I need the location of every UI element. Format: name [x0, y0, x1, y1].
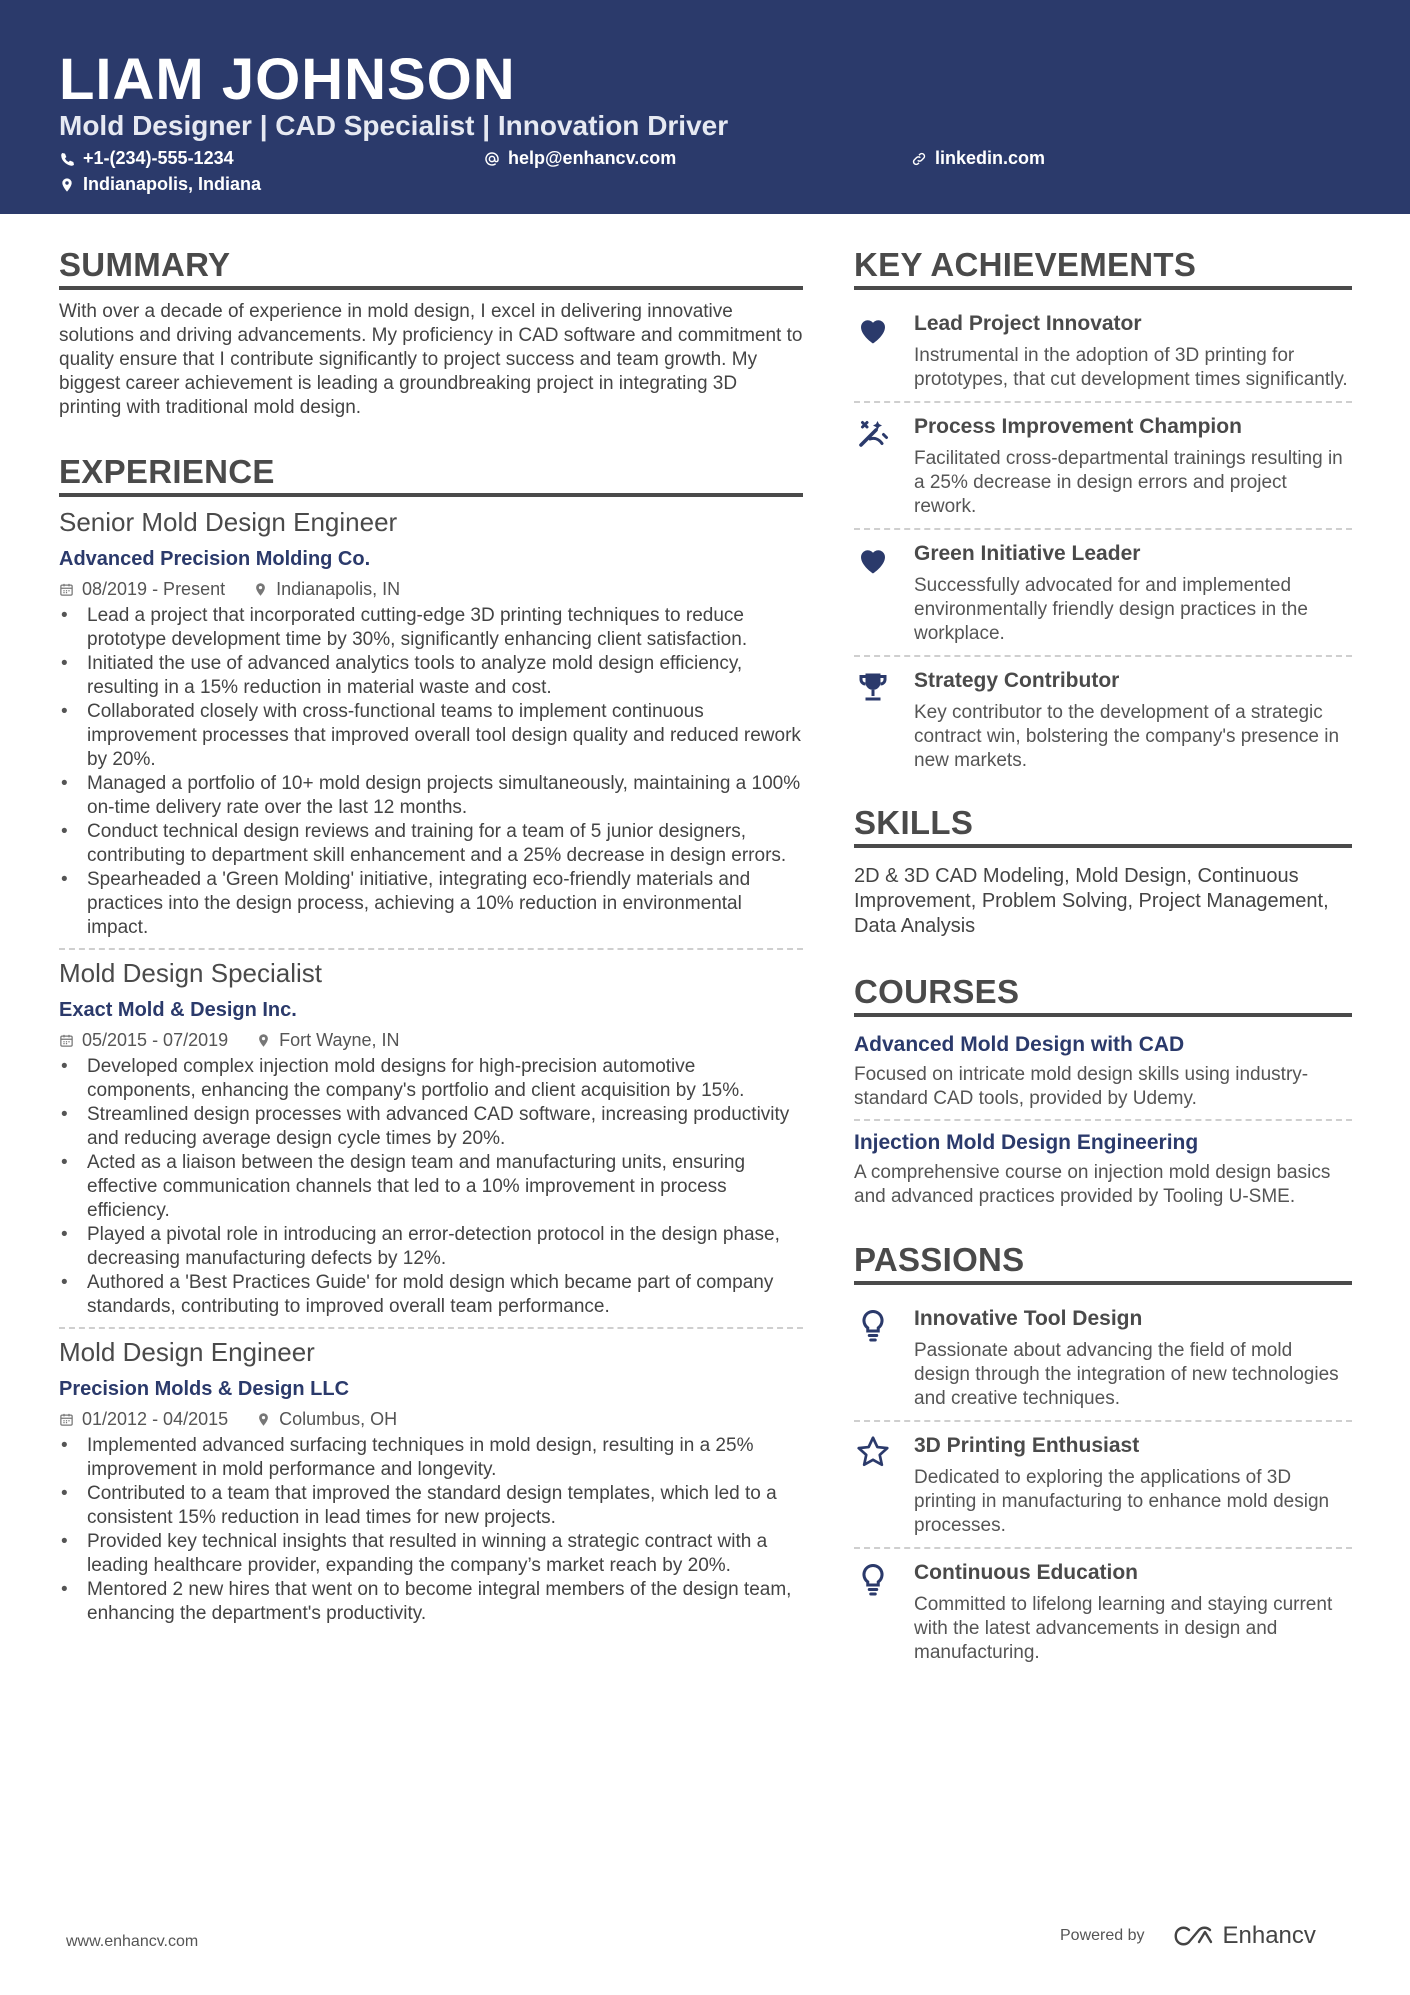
- heart-icon: [855, 312, 891, 348]
- location-pin-icon: [256, 1412, 271, 1427]
- job-bullet: • Spearheaded a 'Green Molding' initiative, integrating eco-friendly materials and practices into the design process, achieving a 10% reduction in environmental impact.: [59, 868, 803, 940]
- courses-list: [854, 1027, 1352, 1217]
- passions-list: [854, 1295, 1352, 1674]
- phone-text: +1-(234)-555-1234: [83, 148, 234, 168]
- job-dates: 08/2019 - Present: [82, 579, 226, 599]
- job-entry: [59, 958, 803, 1319]
- passion-desc: Dedicated to exploring the applications of 3D printing in manufacturing to enhance mold design processes.: [914, 1467, 1330, 1536]
- job-bullet: • Mentored 2 new hires that went on to become integral members of the design team, enhancing the department's productivity.: [59, 1578, 803, 1626]
- summary-text: With over a decade of experience in mold design, I excel in delivering innovative solutions and driving advancements. My proficiency in CAD software and commitment to quality ensure that I contribute significantly to project success and team growth. My biggest career achievement is leading a groundbreaking project in integrating 3D printing with traditional mold design.: [59, 301, 803, 418]
- enhancv-logo-icon: [1171, 1923, 1217, 1949]
- achievement-desc: Instrumental in the adoption of 3D printing for prototypes, that cut development times significantly.: [914, 345, 1348, 390]
- job-bullet: • Conduct technical design reviews and training for a team of 5 junior designers, contributing to department skill enhancement and a 25% decrease in design errors.: [59, 820, 803, 868]
- divider: [59, 1327, 803, 1329]
- job-role: Senior Mold Design Engineer: [59, 507, 398, 537]
- job-bullet: • Streamlined design processes with advanced CAD software, increasing productivity and reducing average design cycle times by 20%.: [59, 1103, 803, 1151]
- job-location: Fort Wayne, IN: [279, 1030, 400, 1050]
- job-bullet: • Provided key technical insights that resulted in winning a strategic contract with a leading healthcare provider, expanding the company’s market reach by 20%.: [59, 1530, 803, 1578]
- job-bullet: • Developed complex injection mold designs for high-precision automotive components, enhancing the company's portfolio and client acquisition by 15%.: [59, 1055, 803, 1103]
- wand-icon: [855, 415, 891, 451]
- job-location: Indianapolis, IN: [276, 579, 401, 599]
- job-bullet: • Authored a 'Best Practices Guide' for mold design which became part of company standards, contributing to improved overall team performance.: [59, 1271, 803, 1319]
- achievement-title: Lead Project Innovator: [914, 312, 1142, 335]
- job-entry: [59, 1337, 803, 1626]
- achievement-title: Green Initiative Leader: [914, 542, 1141, 565]
- job-bullet: • Lead a project that incorporated cutting-edge 3D printing techniques to reduce prototype development time by 30%, significantly enhancing client satisfaction.: [59, 604, 803, 652]
- job-bullet: • Acted as a liaison between the design team and manufacturing units, ensuring effective communication channels that led to a 10% improvement in process efficiency.: [59, 1151, 803, 1223]
- experience-list: [59, 507, 803, 1626]
- job-dates: 05/2015 - 07/2019: [82, 1030, 229, 1050]
- course-item: [854, 1027, 1352, 1119]
- right-column: [854, 246, 1352, 1674]
- passion-desc: Passionate about advancing the field of mold design through the integration of new technologies and creative techniques.: [914, 1340, 1339, 1409]
- calendar-icon: [59, 1412, 74, 1427]
- course-item: [854, 1119, 1352, 1217]
- heart-icon: [855, 542, 891, 578]
- trophy-icon: [855, 669, 891, 705]
- achievement-item: [854, 655, 1352, 782]
- job-company: Precision Molds & Design LLC: [59, 1378, 350, 1400]
- achievement-desc: Facilitated cross-departmental trainings resulting in a 25% decrease in design errors and project rework.: [914, 448, 1343, 517]
- achievement-item: [854, 528, 1352, 655]
- passion-title: Innovative Tool Design: [914, 1307, 1143, 1330]
- passions-heading: PASSIONS: [854, 1241, 1352, 1285]
- job-bullet: • Managed a portfolio of 10+ mold design projects simultaneously, maintaining a 100% on-time delivery rate over the last 12 months.: [59, 772, 803, 820]
- location-pin-icon: [59, 177, 75, 193]
- phone-icon: [59, 151, 75, 167]
- candidate-name: LIAM JOHNSON: [59, 47, 516, 112]
- course-title: Advanced Mold Design with CAD: [854, 1033, 1185, 1056]
- achievement-title: Process Improvement Champion: [914, 415, 1242, 438]
- job-role: Mold Design Specialist: [59, 958, 323, 988]
- skills-heading: SKILLS: [854, 804, 1352, 848]
- job-bullets: [59, 604, 803, 940]
- job-meta: [59, 579, 803, 600]
- achievement-desc: Key contributor to the development of a strategic contract win, bolstering the company's presence in new markets.: [914, 702, 1340, 771]
- job-entry: [59, 507, 803, 940]
- achievement-item: [854, 401, 1352, 528]
- job-meta: [59, 1409, 803, 1430]
- at-icon: [484, 151, 500, 167]
- enhancv-logo[interactable]: [1171, 1922, 1316, 1950]
- job-bullets: [59, 1434, 803, 1626]
- candidate-headline: Mold Designer | CAD Specialist | Innovation Driver: [59, 110, 729, 141]
- achievement-title: Strategy Contributor: [914, 669, 1120, 692]
- passion-item: [854, 1295, 1352, 1420]
- course-desc: Focused on intricate mold design skills using industry-standard CAD tools, provided by Udemy.: [854, 1064, 1309, 1109]
- job-bullet: • Initiated the use of advanced analytics tools to analyze mold design efficiency, resulting in a 15% reduction in material waste and cost.: [59, 652, 803, 700]
- passion-item: [854, 1547, 1352, 1674]
- contact-linkedin[interactable]: [911, 148, 1045, 169]
- link-icon: [911, 151, 927, 167]
- contact-email[interactable]: [484, 148, 676, 169]
- passion-desc: Committed to lifelong learning and staying current with the latest advancements in design and manufacturing.: [914, 1594, 1333, 1663]
- location-text: Indianapolis, Indiana: [83, 174, 262, 194]
- location-pin-icon: [253, 582, 268, 597]
- job-bullet: • Implemented advanced surfacing techniques in mold design, resulting in a 25% improvement in mold performance and longevity.: [59, 1434, 803, 1482]
- linkedin-link[interactable]: linkedin.com: [935, 148, 1046, 168]
- job-bullet: • Played a pivotal role in introducing an error-detection protocol in the design phase, decreasing manufacturing defects by 12%.: [59, 1223, 803, 1271]
- enhancv-logo-text: Enhancv: [1222, 1922, 1316, 1949]
- calendar-icon: [59, 1033, 74, 1048]
- achievement-desc: Successfully advocated for and implemented environmentally friendly design practices in the workplace.: [914, 575, 1308, 644]
- job-bullet: • Collaborated closely with cross-functional teams to implement continuous improvement processes that improved overall tool design quality and reduced rework by 20%.: [59, 700, 803, 772]
- location-pin-icon: [256, 1033, 271, 1048]
- resume-header: [0, 0, 1410, 214]
- course-title: Injection Mold Design Engineering: [854, 1131, 1199, 1154]
- job-location: Columbus, OH: [279, 1409, 398, 1429]
- lightbulb-icon: [855, 1561, 891, 1597]
- achievements-heading: KEY ACHIEVEMENTS: [854, 246, 1352, 290]
- job-company: Advanced Precision Molding Co.: [59, 548, 371, 570]
- footer-branding: [1060, 1922, 1316, 1950]
- contact-location: [59, 174, 261, 195]
- powered-by-label: Powered by: [1060, 1927, 1145, 1944]
- passion-title: Continuous Education: [914, 1561, 1138, 1584]
- email-link[interactable]: help@enhancv.com: [508, 148, 677, 168]
- job-bullets: [59, 1055, 803, 1319]
- calendar-icon: [59, 582, 74, 597]
- job-bullet: • Contributed to a team that improved the standard design templates, which led to a consistent 15% reduction in lead times for new projects.: [59, 1482, 803, 1530]
- job-meta: [59, 1030, 803, 1051]
- job-company: Exact Mold & Design Inc.: [59, 999, 297, 1021]
- contact-phone: [59, 148, 234, 169]
- achievement-item: [854, 300, 1352, 401]
- skills-text: 2D & 3D CAD Modeling, Mold Design, Continuous Improvement, Problem Solving, Project Management, Data Analysis: [854, 865, 1329, 937]
- experience-heading: EXPERIENCE: [59, 453, 803, 497]
- footer-website[interactable]: www.enhancv.com: [66, 1933, 199, 1950]
- courses-heading: COURSES: [854, 973, 1352, 1017]
- course-desc: A comprehensive course on injection mold design basics and advanced practices provided by Tooling U-SME.: [854, 1162, 1331, 1207]
- achievements-list: [854, 300, 1352, 782]
- divider: [59, 948, 803, 950]
- star-icon: [855, 1434, 891, 1470]
- summary-heading: SUMMARY: [59, 246, 803, 290]
- job-dates: 01/2012 - 04/2015: [82, 1409, 229, 1429]
- passion-title: 3D Printing Enthusiast: [914, 1434, 1140, 1457]
- job-role: Mold Design Engineer: [59, 1337, 315, 1367]
- lightbulb-icon: [855, 1307, 891, 1343]
- left-column: [59, 246, 803, 1626]
- passion-item: [854, 1420, 1352, 1547]
